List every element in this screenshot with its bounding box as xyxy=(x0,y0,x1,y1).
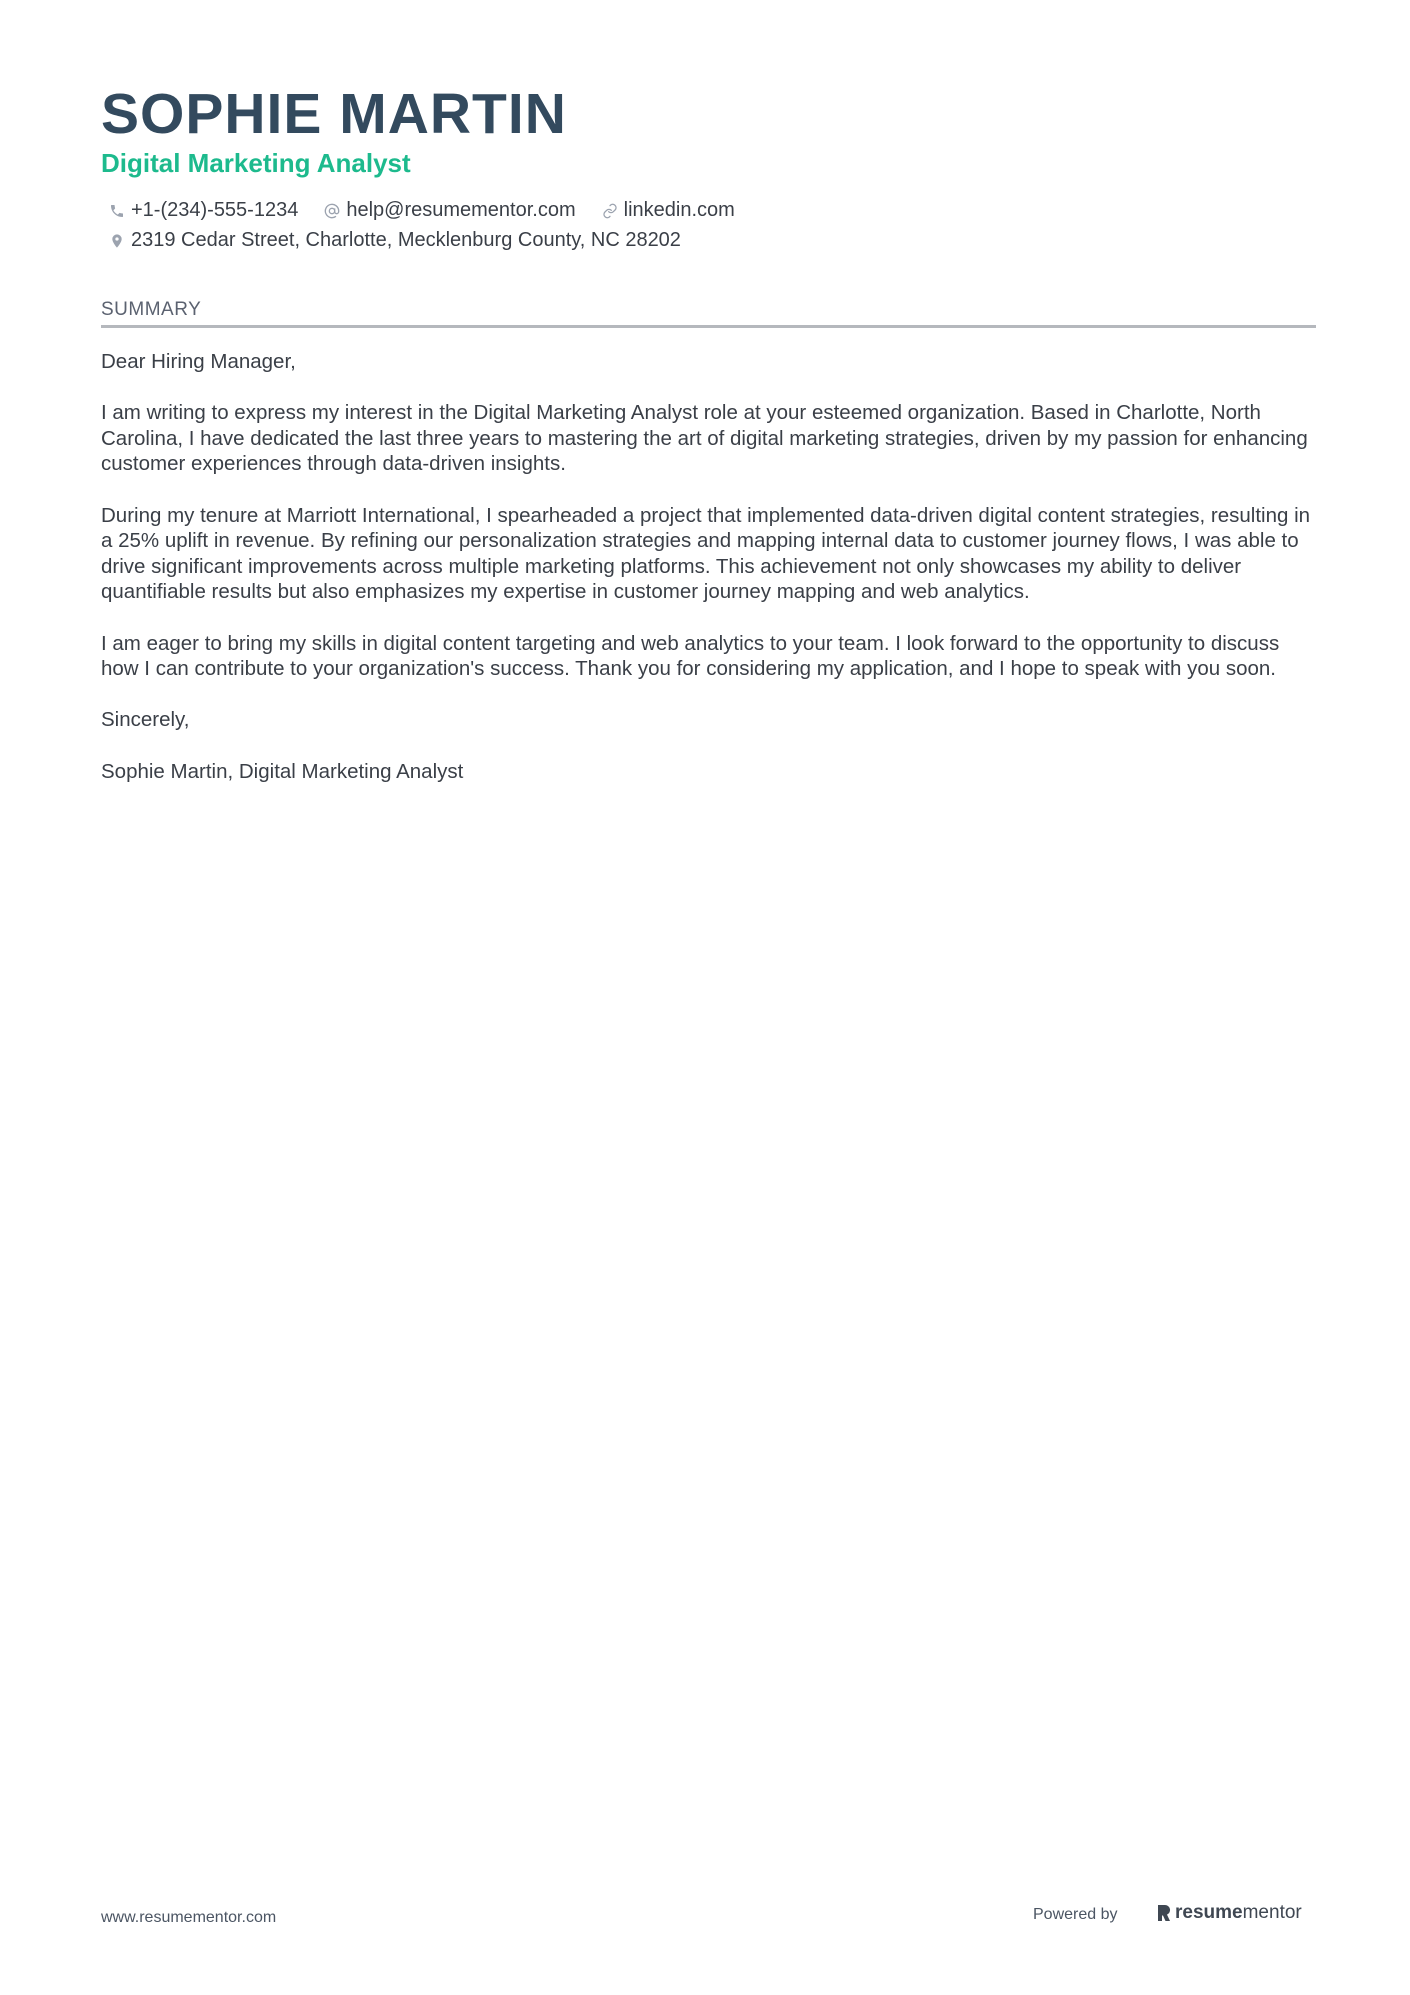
linkedin-link[interactable]: linkedin.com xyxy=(623,199,735,221)
address-row xyxy=(109,229,707,252)
link-icon xyxy=(602,203,618,219)
resume-page xyxy=(101,0,1316,1995)
contact-linkedin[interactable] xyxy=(602,199,735,222)
signature: Sophie Martin, Digital Marketing Analyst xyxy=(101,759,464,783)
at-icon xyxy=(324,203,340,219)
powered-by-label: Powered by xyxy=(1033,1906,1118,1923)
contact-email[interactable] xyxy=(324,199,575,222)
brand-name-regular: mentor xyxy=(1242,1902,1302,1923)
letter-paragraph: During my tenure at Marriott International, I spearheaded a project that implemented data-driven digital content strategies, resulting in a 25% uplift in revenue. By refining our personalization strategies and mapping internal data to customer journey flows, I was able to drive significant improvements across multiple marketing platforms. This achievement not only showcases my ability to deliver quantifiable results but also emphasizes my expertise in customer journey mapping and web analytics. xyxy=(101,503,1311,604)
closing: Sincerely, xyxy=(101,708,190,732)
letter-paragraph: I am writing to express my interest in the Digital Marketing Analyst role at your esteemed organization. Based in Charlotte, North Carolina, I have dedicated the last three years to mastering the art of digital marketing strategies, driven by my passion for enhancing customer experiences through data-driven insights. xyxy=(101,401,1308,476)
brand-logo[interactable] xyxy=(1156,1902,1302,1924)
contact-row xyxy=(109,199,761,222)
summary-heading: SUMMARY xyxy=(101,299,1316,328)
salutation: Dear Hiring Manager, xyxy=(101,350,296,373)
contact-address xyxy=(109,229,681,252)
job-title: Digital Marketing Analyst xyxy=(101,148,411,178)
brand-name-bold: resume xyxy=(1175,1902,1243,1923)
contact-phone xyxy=(109,199,298,222)
cover-letter-body xyxy=(101,349,1321,810)
footer-website-link[interactable]: www.resumementor.com xyxy=(101,1909,277,1926)
location-pin-icon xyxy=(109,233,125,249)
address-text: 2319 Cedar Street, Charlotte, Mecklenburg County, NC 28202 xyxy=(131,229,681,251)
phone-text: +1-(234)-555-1234 xyxy=(131,199,299,221)
phone-icon xyxy=(109,203,125,219)
letter-paragraph: I am eager to bring my skills in digital content targeting and web analytics to your team. I look forward to the opportunity to discuss how I can contribute to your organization's success. Thank you for considering my application, and I hope to speak with you soon. xyxy=(101,631,1280,681)
candidate-name: SOPHIE MARTIN xyxy=(101,82,567,146)
email-link[interactable]: help@resumementor.com xyxy=(346,199,576,221)
resumementor-logo-icon xyxy=(1156,1903,1172,1923)
